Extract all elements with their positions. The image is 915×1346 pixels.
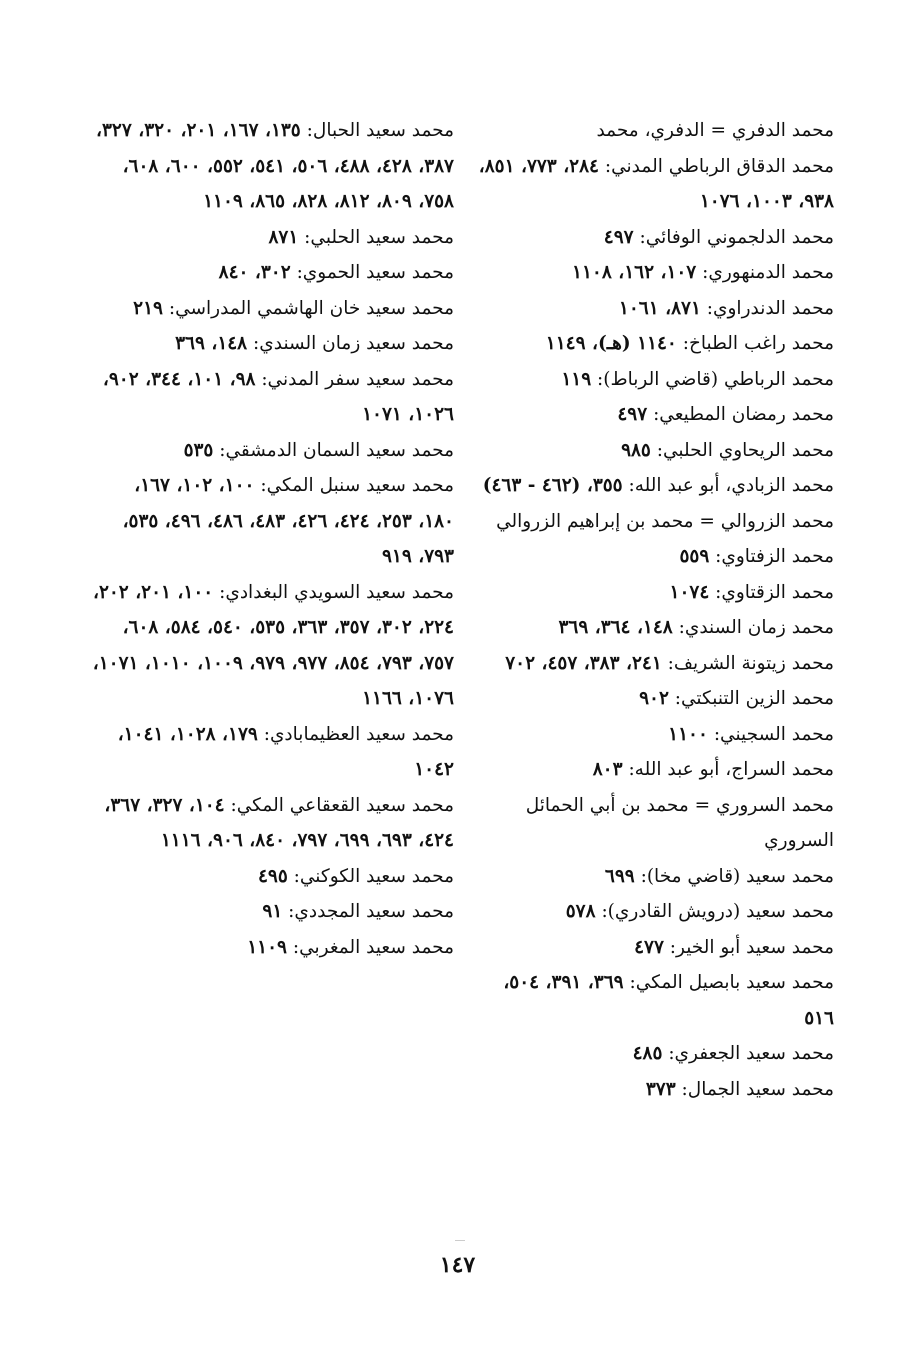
entry-pages: ١٧٩، ١٠٢٨، ١٠٤١، ١٠٤٢	[117, 723, 454, 780]
entry-heading: محمد الزروالي = محمد بن إبراهيم الزروالي	[496, 510, 834, 532]
entry-heading: محمد السروري = محمد بن أبي الحمائل السروري	[525, 794, 834, 851]
entry-pages: ٩٨، ١٠١، ٣٤٤، ٩٠٢، ١٠٢٦، ١٠٧١	[102, 368, 454, 425]
entry-pages: ١٠٧، ١٦٢، ١١٠٨	[572, 262, 697, 283]
entry-heading: محمد سعيد سفر المدني:	[261, 368, 454, 390]
entry-pages: ٣٧٣	[645, 1078, 676, 1100]
entry-pages: ٥٥٩	[679, 546, 710, 567]
index-entry	[472, 646, 834, 682]
entry-pages: ١٠٠، ١٠٢، ١٦٧، ١٨٠، ٢٥٣، ٤٢٤، ٤٢٦، ٤٨٣، ٤٨٦، ٤٩٦، ٥٣٥، ٧٩٣، ٩١٩	[122, 475, 454, 567]
index-entry	[472, 859, 834, 895]
entry-heading: محمد سعيد الجعفري:	[668, 1043, 834, 1064]
entry-heading: محمد السجيني:	[713, 723, 834, 745]
entry-pages: ١٠٧٤	[669, 581, 710, 603]
index-entry	[92, 291, 454, 327]
entry-heading: محمد سعيد خان الهاشمي المدراسي:	[168, 297, 454, 319]
index-entry	[472, 397, 834, 433]
entry-heading: محمد الزقتاوي:	[715, 581, 834, 603]
entry-pages: ٣٦٩، ٣٩١، ٥٠٤، ٥١٦	[503, 972, 834, 1029]
index-entry	[472, 1036, 834, 1072]
entry-heading: محمد زمان السندي:	[678, 617, 834, 638]
index-entry	[472, 1072, 834, 1108]
index-entry	[472, 788, 834, 859]
entry-heading: محمد السراج، أبو عبد الله:	[628, 759, 834, 780]
entry-heading: محمد رمضان المطيعي:	[653, 404, 834, 425]
entry-heading: محمد الريحاوي الحلبي:	[656, 439, 834, 461]
entry-heading: محمد سعيد الجمال:	[681, 1078, 834, 1100]
entry-heading: محمد سعيد المغربي:	[292, 936, 454, 958]
index-entry	[92, 894, 454, 930]
entry-pages: ٦٩٩	[604, 865, 635, 887]
entry-heading: محمد سعيد السمان الدمشقي:	[219, 439, 454, 461]
entry-pages: ٩٠٢	[639, 688, 669, 709]
index-entry	[472, 575, 834, 611]
index-entry	[92, 220, 454, 256]
entry-heading: محمد الدفري = الدفري، محمد	[596, 120, 834, 141]
index-entry	[472, 255, 834, 291]
index-entry	[472, 965, 834, 1036]
index-entry	[472, 291, 834, 327]
index-entry	[92, 326, 454, 362]
entry-pages: ١٠٠، ٢٠١، ٢٠٢، ٢٢٤، ٣٠٢، ٣٥٧، ٣٦٣، ٥٣٥، ٥٤٠، ٥٨٤، ٦٠٨، ٧٥٧، ٧٩٣، ٨٥٤، ٩٧٧، ٩٧٩، ١٠٠٩، ١٠١٠، ١٠٧١، ١٠٧٦، ١١٦٦	[92, 581, 454, 709]
entry-pages: ٣٥٥، (٤٦٢ - ٤٦٣)	[482, 475, 623, 496]
entry-heading: محمد الدلجموني الوفائي:	[639, 226, 834, 248]
entry-heading: محمد سعيد (درويش القادري):	[601, 901, 834, 922]
index-column-left	[92, 113, 454, 965]
entry-heading: محمد الدقاق الرباطي المدني:	[604, 155, 834, 177]
entry-heading: محمد سعيد (قاضي مخا):	[640, 865, 834, 887]
entry-pages: ١١٩	[561, 368, 592, 390]
entry-pages: ٤٩٥	[257, 865, 288, 887]
entry-heading: محمد الزبادي، أبو عبد الله:	[628, 475, 834, 496]
entry-pages: ٩١	[262, 901, 283, 922]
entry-heading: محمد الزفتاوي:	[715, 546, 834, 567]
entry-pages: ٢٨٤، ٧٧٣، ٨٥١، ٩٣٨، ١٠٠٣، ١٠٧٦	[478, 155, 834, 212]
entry-pages: ٣٠٢، ٨٤٠	[218, 262, 291, 283]
index-entry	[472, 326, 834, 362]
entry-pages: ٨٠٣	[592, 759, 623, 780]
index-entry	[92, 930, 454, 966]
index-entry	[472, 681, 834, 717]
index-entry	[92, 362, 454, 433]
entry-pages: ١٠٤، ٣٢٧، ٣٦٧، ٤٢٤، ٦٩٣، ٦٩٩، ٧٩٧، ٨٤٠، ٩٠٦، ١١١٦	[104, 794, 454, 851]
entry-heading: محمد سعيد زمان السندي:	[253, 333, 454, 354]
entry-heading: محمد زيتونة الشريف:	[667, 652, 834, 674]
entry-pages: ١١٠٠	[668, 723, 708, 745]
index-entry	[92, 788, 454, 859]
index-entry	[472, 504, 834, 540]
entry-pages: ١٤٨، ٣٦٤، ٣٦٩	[558, 617, 673, 638]
entry-heading: محمد الرباطي (قاضي الرباط):	[597, 368, 834, 390]
index-entry	[472, 362, 834, 398]
entry-pages: ١٣٥، ١٦٧، ٢٠١، ٣٢٠، ٣٢٧، ٣٨٧، ٤٢٨، ٤٨٨، ٥٠٦، ٥٤١، ٥٥٢، ٦٠٠، ٦٠٨، ٧٥٨، ٨٠٩، ٨١٢، ٨٢٨، ٨٦٥، ١١٠٩	[96, 120, 454, 212]
index-entry	[92, 859, 454, 895]
entry-heading: محمد سعيد الحبال:	[306, 120, 454, 141]
index-entry	[472, 610, 834, 646]
index-entry	[472, 220, 834, 256]
index-entry	[92, 433, 454, 469]
page-number: ١٤٧	[439, 1252, 476, 1278]
entry-heading: محمد الدندراوي:	[706, 297, 834, 319]
entry-heading: محمد سعيد القعقاعي المكي:	[230, 794, 454, 816]
entry-heading: محمد سعيد السويدي البغدادي:	[219, 581, 454, 603]
entry-pages: ٤٩٧	[603, 226, 634, 248]
index-entry	[472, 930, 834, 966]
entry-heading: محمد سعيد سنبل المكي:	[260, 475, 454, 496]
entry-pages: ٤٨٥	[632, 1043, 663, 1064]
index-entry	[472, 894, 834, 930]
entry-heading: محمد سعيد بابصيل المكي:	[629, 972, 834, 993]
entry-heading: محمد الدمنهوري:	[702, 262, 834, 283]
entry-heading: محمد سعيد أبو الخير:	[669, 936, 834, 958]
entry-pages: ٥٧٨	[565, 901, 596, 922]
index-entry	[92, 575, 454, 717]
index-entry	[472, 539, 834, 575]
entry-heading: محمد سعيد المجددي:	[288, 901, 454, 922]
index-entry	[472, 752, 834, 788]
entry-pages: ١١٤٠ (هـ)، ١١٤٩	[545, 333, 677, 354]
index-entry	[472, 149, 834, 220]
entry-pages: ٩٨٥	[621, 439, 651, 461]
entry-pages: ٢٤١، ٣٨٣، ٤٥٧، ٧٠٢	[505, 652, 662, 674]
index-column-right	[472, 113, 834, 1107]
entry-heading: محمد سعيد الحلبي:	[304, 226, 454, 248]
index-entry	[472, 717, 834, 753]
index-entry	[92, 255, 454, 291]
index-entry	[92, 717, 454, 788]
entry-heading: محمد الزين التنبكتي:	[674, 688, 834, 709]
entry-pages: ٨٧١	[268, 226, 299, 248]
index-entry	[92, 113, 454, 220]
entry-pages: ١١٠٩	[247, 936, 287, 958]
entry-heading: محمد سعيد الكوكني:	[293, 865, 454, 887]
entry-pages: ٤٩٧	[617, 404, 648, 425]
entry-pages: ٥٣٥	[183, 439, 214, 461]
entry-heading: محمد سعيد العظيمابادي:	[263, 723, 454, 745]
footer-rule	[455, 1240, 465, 1241]
index-entry	[92, 468, 454, 575]
index-entry	[472, 468, 834, 504]
entry-pages: ٨٧١، ١٠٦١	[618, 297, 701, 319]
entry-pages: ٢١٩	[133, 297, 163, 319]
entry-heading: محمد راغب الطباخ:	[682, 333, 834, 354]
entry-heading: محمد سعيد الحموي:	[296, 262, 454, 283]
index-entry	[472, 433, 834, 469]
index-entry	[472, 113, 834, 149]
entry-pages: ٤٧٧	[634, 936, 664, 958]
entry-pages: ١٤٨، ٣٦٩	[175, 333, 248, 354]
